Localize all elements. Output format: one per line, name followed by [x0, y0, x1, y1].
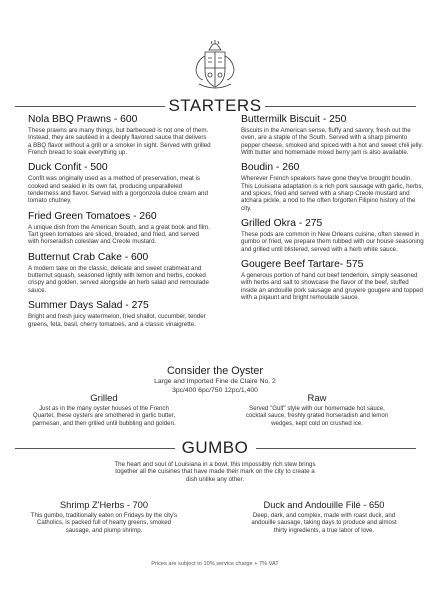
menu-item-description: Biscuits in the American sense, fluffy and savory, fresh out the oven, are a staple of the South. Served with a sharp pimento pepper cheese, smoked and spiced with a hot and sweet chili jelly. With butter and homemade mixed berry jam is also available.: [241, 127, 423, 157]
menu-item: [28, 252, 211, 294]
menu-item: [241, 162, 424, 212]
menu-item-description: This gumbo, traditionally eaten on Fridays by the city's Catholics, is packed full of hearty greens, smoked sausage, and plump shrimp.: [30, 512, 178, 534]
menu-item: [28, 114, 211, 156]
menu-item: [241, 259, 424, 301]
menu-item-description: Deep, dark, and complex, made with roast duck, and andouille sausage, taking days to produce and almost thirty ingredients, a true labor of love.: [251, 512, 397, 534]
starters-title: STARTERS: [165, 96, 264, 115]
menu-item-name: Gougere Beef Tartare- 575: [241, 259, 364, 271]
starters-left-column: [28, 114, 211, 334]
footer-note: Prices are subject to 10% service charge + 7% VAT: [151, 561, 279, 567]
menu-item-name: Nola BBQ Prawns - 600: [28, 114, 138, 125]
oyster-raw: [242, 393, 392, 427]
menu-item: [28, 300, 211, 328]
oyster-subtitle: Large and Imported Fine de Claire No. 2: [154, 378, 276, 385]
menu-item-description: A generous portion of hand cut beef tenderloin, simply seasoned with herbs and salt to showcase the flavor of the beef, stuffed inside an andouille pork sausage and gruyere gougere and topped with a piqaunt and bright remoulade sauce.: [241, 272, 423, 302]
menu-item-description: Just as in the many oyster houses of the French Quarter, these oysters are smothered in garlic butter, parmesan, and then grilled until bubbling and golden.: [32, 405, 176, 427]
menu-item-name: Duck and Andouille Filé - 650: [263, 500, 385, 510]
starters-right-column: [241, 114, 424, 308]
oyster-grilled: [29, 393, 179, 427]
menu-item-name: Grilled Okra - 275: [241, 218, 323, 230]
menu-item-name: Boudin - 260: [241, 162, 300, 174]
menu-item-description: Served "Gulf" style with our homemade hot sauce, cocktail sauce, freshly grated horseradish and lemon wedges, kept cold on crushed ice.: [245, 405, 389, 427]
menu-item-name: Shrimp Z'Herbs - 700: [59, 500, 149, 510]
menu-item-description: These pods are common in New Orleans cuisine, often stewed in gumbo or fried, we prepare them rubbed with our house seasoning and grilled until blistered, served with a herb white sauce.: [241, 231, 424, 253]
oyster-title: Consider the Oyster: [166, 365, 263, 377]
menu-item-description: Bright and fresh juicy watermelon, fried shallot, cucumber, tender greens, feta, basil, cherry tomatoes, and a classic vinaigrette.: [28, 313, 206, 328]
menu-item-name: Grilled: [90, 393, 118, 404]
menu-item-description: These prawns are many things, but barbecued is not one of them. Instead, they are sautéed in a deeply flavored sauce that delivers a BBQ flavor without a grill or a smoker in sight. Served with grilled French bread to soak everything up.: [28, 127, 211, 157]
menu-item-name: Duck Confit - 500: [28, 162, 108, 174]
menu-item-description: A modern take on the classic, delicate and sweet crabmeat and butternut squash, seasoned lightly with lemon and herbs, cooked crispy and golden, served alongside an herb salad and remoulade sauce.: [28, 264, 209, 294]
menu-item-name: Buttermilk Biscuit - 250: [241, 114, 347, 125]
menu-item: [28, 211, 211, 246]
menu-item-name: Raw: [307, 393, 327, 404]
menu-item-description: Wherever French speakers have gone they've brought boudin. This Louisiana adaptation is a rich pork sausage with garlic, herbs, and spices, fried and served with a sharp Creole mustard and atchara pickle, a nod to the often forgotten Filipino history of the city.: [241, 175, 424, 212]
gumbo-header: [0, 437, 430, 459]
menu-item: [241, 218, 424, 253]
menu-item: [241, 114, 424, 156]
menu-item-name: Butternut Crab Cake - 600: [28, 251, 149, 263]
menu-item-name: Fried Green Tomatoes - 260: [28, 210, 157, 222]
menu-item-description: Confit was originally used as a method of preservation, meat is cooked and sealed in its own fat, producing unparalleled tenderness and flavor. Served with a gorgonzola dulce cream and tomato chutney.: [28, 175, 208, 205]
menu-item-name: Summer Days Salad - 275: [28, 300, 149, 312]
crest-logo: [191, 40, 239, 94]
menu-item: [28, 162, 211, 204]
gumbo-intro: The heart and soul of Louisiana in a bowl, this impossibly rich stew brings together all the cuisines that have made their mark on the city to create a dish unlike any other.: [114, 461, 316, 483]
gumbo-title: GUMBO: [179, 438, 252, 457]
gumbo-left: [24, 500, 184, 534]
menu-item-description: A unique dish from the American South, and a great book and film. Tart green tomatoes are sliced, breaded, and fried, and served with horseradish coleslaw and Creole mustard.: [28, 223, 210, 246]
gumbo-right: [244, 500, 404, 534]
oyster-section: [0, 365, 430, 395]
oyster-prices: 3pc/400 6pc/750 12pc/1,400: [172, 386, 258, 394]
